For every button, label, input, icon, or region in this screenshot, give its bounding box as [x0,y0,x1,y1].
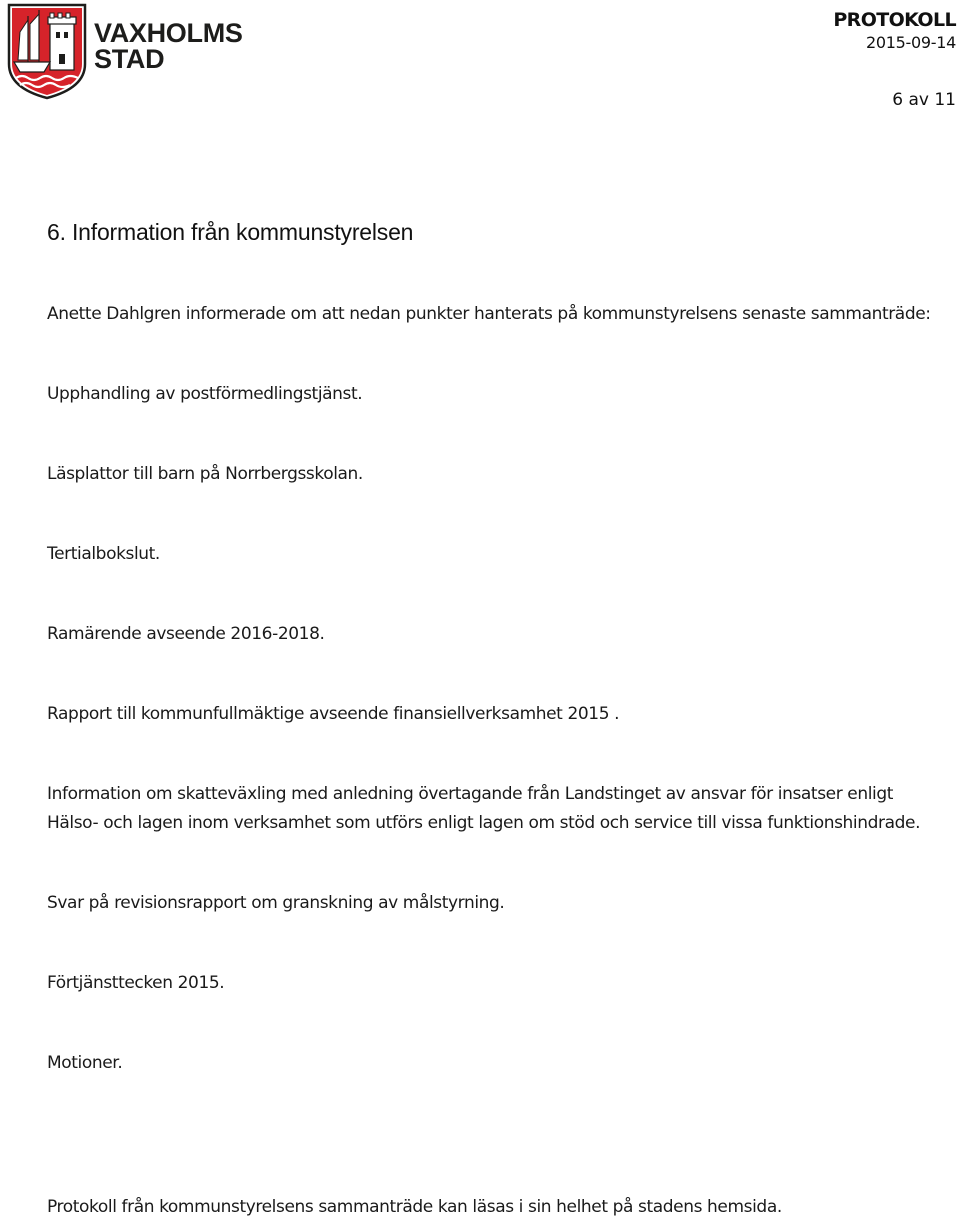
logo-line-2: STAD [94,44,165,74]
item-list [47,380,947,1078]
list-item: Förtjänsttecken 2015. [47,973,225,993]
document-type: PROTOKOLL [833,9,956,31]
list-item: Motioner. [47,1053,123,1073]
section-title: 6. Information från kommunstyrelsen [47,219,414,245]
list-item: Rapport till kommunfullmäktige avseende finansiellverksamhet 2015 . [47,704,620,724]
page-number: 6 av 11 [892,90,956,110]
section-content [47,216,947,1129]
logo-wordmark [94,20,243,72]
document-date: 2015-09-14 [866,33,956,52]
list-item: Upphandling av postförmedlingstjänst. [47,384,363,404]
list-item: Information om skatteväxling med anledning övertagande från Landstinget av ansvar för insatser enligt Hälso- och lagen inom verksamhet som utförs enligt lagen om stöd och service till vissa funktionshindrade. [47,784,921,833]
logo-line-1: VAXHOLMS [94,18,243,48]
document-header [833,8,956,54]
section-footer: Protokoll från kommunstyrelsens sammanträde kan läsas i sin helhet på stadens hemsida. [47,1197,782,1217]
list-item: Svar på revisionsrapport om granskning av målstyrning. [47,893,505,913]
coat-of-arms-icon [6,2,88,100]
list-item: Tertialbokslut. [47,544,160,564]
list-item: Läsplattor till barn på Norrbergsskolan. [47,464,363,484]
section-intro: Anette Dahlgren informerade om att nedan punkter hanterats på kommunstyrelsens senaste sammanträde: [47,304,931,324]
list-item: Ramärende avseende 2016-2018. [47,624,325,644]
municipality-logo [6,2,256,100]
